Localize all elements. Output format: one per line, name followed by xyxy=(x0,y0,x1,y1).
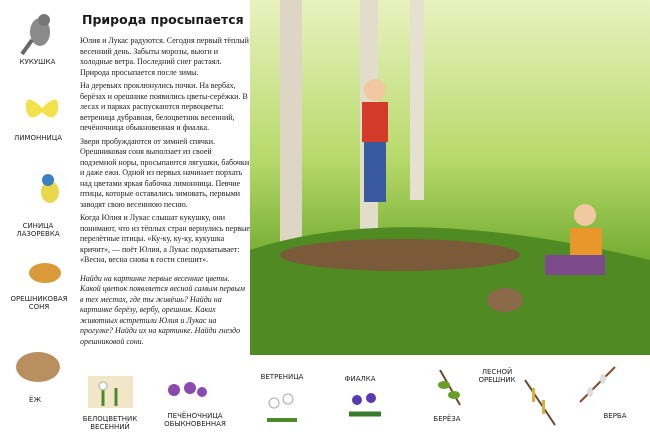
story-text xyxy=(80,36,250,266)
paragraph: Когда Юлия и Лукас слышат кукушку, они понимают, что из тёплых стран вернулись первые перелётные птицы. «Ку-ку, ку-ку, кукушка кричит», — поёт Юлия, а Лукас подхватывает: «Весна, весна снова в гости спешит». xyxy=(80,213,250,264)
label-violet: ФИАЛКА xyxy=(344,375,376,383)
paragraph: На деревьях проклюнулись почки. На вербах, берёзах и орешнике появились цветы-серёжки. В лесах и парках распускаются первоцветы: ветреница дубравная, белоцветник весенний, печёночница обыкновенная и фиалка. xyxy=(80,81,248,132)
label-dormouse: ОРЕШНИКОВАЯ СОНЯ xyxy=(10,295,68,311)
paragraph: Юлия и Лукас радуются. Сегодня первый тёплый весенний день. Забыты морозы, вьюги и холодные ветра. Последний снег растаял. Природа просыпается после зимы. xyxy=(80,36,249,77)
bluetit-illustration xyxy=(30,170,70,215)
label-snowflake: БЕЛОЦВЕТНИК ВЕСЕННИЙ xyxy=(82,415,138,431)
label-hazel: ЛЕСНОЙ ОРЕШНИК xyxy=(478,368,516,384)
anemone-illustration xyxy=(262,385,302,430)
label-anemone: ВЕТРЕНИЦА xyxy=(260,373,304,381)
spring-forest-illustration xyxy=(250,0,650,355)
snowflake-illustration xyxy=(88,376,133,413)
hazel-illustration xyxy=(520,370,560,435)
label-birch: БЕРЁЗА xyxy=(433,415,461,423)
cuckoo-illustration xyxy=(18,10,58,55)
label-hedgehog: ЁЖ xyxy=(29,396,41,404)
paragraph: Звери пробуждаются от зимней спячки. Орешниковая соня выползает из своей подземной норы, просыпаются лягушки, бабочки и даже ежи. Одной из первых начинает порхать над цветами яркая бабочка лимонница. Певчие птицы, которые оставались зимовать, первыми заводят свою весеннюю песню. xyxy=(80,136,250,209)
text-column xyxy=(80,36,250,347)
label-willow: ВЕРБА xyxy=(603,412,627,420)
birch-illustration xyxy=(430,365,465,415)
label-brimstone: ЛИМОННИЦА xyxy=(13,134,63,142)
label-cuckoo: КУКУШКА xyxy=(19,58,56,66)
task-text: Найди на картинке первые весенние цветы. Какой цветок появляется весной самым первым в тех местах, где ты живёшь? Найди на картинке берёзу, вербу, орешник. Каких животных встретили Юлия и Лукас на прогулке? Найди их на картинке. Найди гнездо орешниковой сони. xyxy=(80,273,245,346)
label-hepatica: ПЕЧЁНОЧНИЦА ОБЫКНОВЕННАЯ xyxy=(164,412,226,428)
page-title: Природа просыпается xyxy=(82,12,244,27)
hepatica-illustration xyxy=(162,378,212,411)
brimstone-illustration xyxy=(22,90,62,130)
label-bluetit: СИНИЦА ЛАЗОРЕВКА xyxy=(16,222,60,238)
hedgehog-illustration xyxy=(10,345,65,390)
dormouse-illustration xyxy=(20,255,70,290)
violet-illustration xyxy=(345,388,385,423)
willow-illustration xyxy=(575,362,620,412)
